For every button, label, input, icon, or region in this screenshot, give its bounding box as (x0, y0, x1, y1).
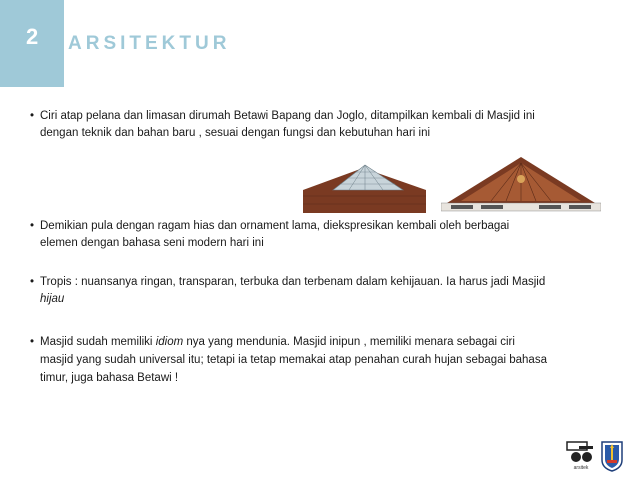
arsitek-logo-mark-icon (566, 440, 596, 464)
bullet-text-line: hijau (40, 293, 65, 305)
bullet-text-line: timur, juga bahasa Betawi ! (40, 372, 179, 384)
bullet-italic-word: idiom (155, 336, 184, 348)
bullet-dot: • (30, 336, 35, 348)
bullet-dot: • (30, 110, 35, 122)
bullet-dot: • (30, 276, 35, 288)
bullet-dot: • (30, 220, 35, 232)
bullet-text-part: Masjid sudah memiliki (40, 336, 156, 348)
logo-caption: arsitek (573, 465, 589, 471)
bullet-text-line: Ciri atap pelana dan limasan dirumah Betawi Bapang dan Joglo, ditampilkan kembali di Masjid ini (40, 110, 535, 122)
bullet-item-tropis (30, 274, 602, 308)
bullet-item-ornament (30, 218, 602, 252)
bullet-text-line: Demikian pula dengan ragam hias dan ornament lama, diekspresikan kembali oleh berbagai (40, 220, 510, 232)
bullet-text-line: elemen dengan bahasa seni modern hari ini (40, 237, 264, 249)
arsitek-logo (566, 440, 596, 470)
bullet-item-menara (30, 333, 602, 387)
mosque-roof-glass-image (303, 160, 426, 213)
slide-title: ARSITEKTUR (68, 33, 231, 54)
mosque-roof-gable-image (441, 155, 601, 214)
bullet-text-line: masjid yang sudah universal itu; tetapi ia tetap memakai atap penahan curah hujan sebagai bahasa (40, 354, 547, 366)
bullet-text-line: Tropis : nuansanya ringan, transparan, terbuka dan terbenam dalam kehijauan. Ia harus jadi Masjid (40, 276, 546, 288)
jakarta-emblem-icon (600, 440, 624, 472)
bullet-item-roof (30, 108, 602, 142)
slide-number-box (0, 0, 64, 87)
bullet-text-part: nya yang mendunia. Masjid inipun , memiliki menara sebagai ciri (183, 336, 515, 348)
bullet-text-line: dengan teknik dan bahan baru , sesuai dengan fungsi dan kebutuhan hari ini (40, 127, 431, 139)
slide-number: 2 (26, 24, 39, 49)
